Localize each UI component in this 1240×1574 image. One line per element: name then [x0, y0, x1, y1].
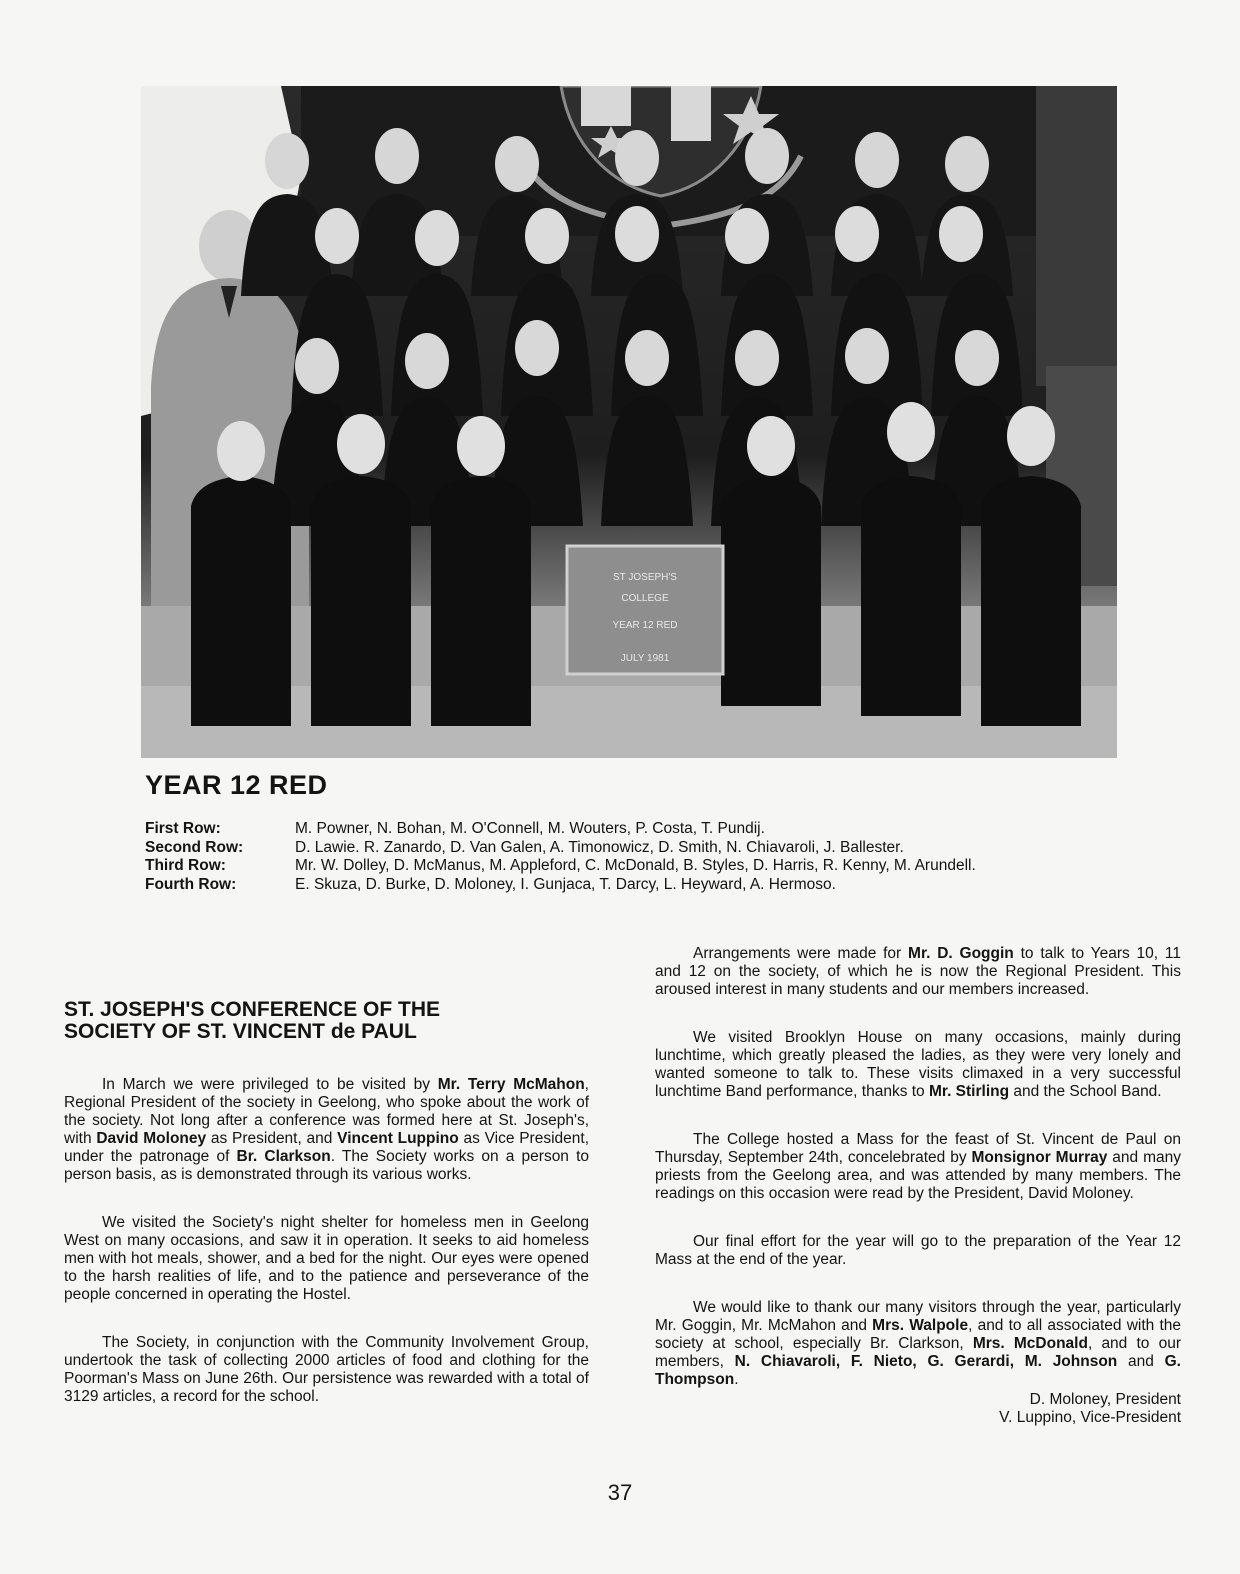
caption-row-names: M. Powner, N. Bohan, M. O'Connell, M. Wouters, P. Costa, T. Pundij. — [295, 820, 765, 837]
plaque-line-3: YEAR 12 RED — [612, 620, 678, 631]
caption-row-label: Third Row: — [145, 857, 226, 874]
signature-president: D. Moloney, President — [1029, 1391, 1181, 1408]
caption-row — [145, 857, 1145, 876]
caption-row — [145, 839, 1145, 858]
article-title-line-1: ST. JOSEPH'S CONFERENCE OF THE — [64, 998, 441, 1021]
paragraph: We visited Brooklyn House on many occasions, mainly during lunchtime, which greatly pleased the ladies, as they were very lonely and wanted someone to talk to. These visits climaxed in a very successful lunchtime Band performance, thanks to Mr. Stirling and the School Band. — [655, 1029, 1181, 1100]
group-photo-illustration — [141, 86, 1117, 758]
plaque-line-1: ST JOSEPH'S — [613, 572, 677, 583]
photo-caption-title: YEAR 12 RED — [145, 770, 328, 800]
plaque-line-4: JULY 1981 — [620, 653, 670, 664]
caption-row — [145, 876, 1145, 895]
caption-row-names: E. Skuza, D. Burke, D. Moloney, I. Gunjaca, T. Darcy, L. Heyward, A. Hermoso. — [295, 875, 836, 893]
article-left-column — [64, 1076, 589, 1436]
caption-row-label: First Row: — [145, 820, 221, 837]
caption-row-label: Second Row: — [145, 838, 244, 856]
paragraph: The College hosted a Mass for the feast of St. Vincent de Paul on Thursday, September 24th, concelebrated by Monsignor Murray and many priests from the Geelong area, and was attended by many members. The readings on this occasion were read by the President, David Moloney. — [655, 1131, 1182, 1202]
caption-row-names: Mr. W. Dolley, D. McManus, M. Appleford, C. McDonald, B. Styles, D. Harris, R. Kenny, M. Arundell. — [295, 857, 976, 874]
group-photo — [141, 86, 1117, 758]
paragraph: Our final effort for the year will go to the preparation of the Year 12 Mass at the end of the year. — [655, 1233, 1181, 1268]
article-right-column — [655, 945, 1181, 1427]
paragraph: The Society, in conjunction with the Community Involvement Group, undertook the task of collecting 2000 articles of food and clothing for the Poorman's Mass on June 26th. Our persistence was rewarded with a total of 3129 articles, a record for the school. — [64, 1334, 589, 1405]
paragraph: In March we were privileged to be visited by Mr. Terry McMahon, Regional President of the society in Geelong, who spoke about the work of the society. Not long after a conference was formed here at St. Joseph's, with David Moloney as President, and Vincent Luppino as Vice President, under the patronage of Br. Clarkson. The Society works on a person to person basis, as is demonstrated through its various works. — [64, 1076, 590, 1183]
page-number: 37 — [607, 1480, 633, 1505]
caption-row-names: D. Lawie. R. Zanardo, D. Van Galen, A. Timonowicz, D. Smith, N. Chiavaroli, J. Ballester. — [295, 838, 904, 856]
caption-row — [145, 820, 1145, 839]
plaque-line-2: COLLEGE — [621, 593, 669, 604]
paragraph: We would like to thank our many visitors through the year, particularly Mr. Goggin, Mr. McMahon and Mrs. Walpole, and to all associated with the society at school, especially Br. Clarkson, Mrs. McDonald, and to our members, N. Chiavaroli, F. Nieto, G. Gerardi, M. Johnson and G. Thompson. — [655, 1299, 1181, 1388]
article-title — [64, 999, 624, 1043]
paragraph: We visited the Society's night shelter for homeless men in Geelong West on many occasions, and saw it in operation. It seeks to aid homeless men with hot meals, shower, and a bed for the night. Our eyes were opened to the harsh realities of life, and to the patience and perseverance of the people concerned in operating the Hostel. — [64, 1214, 589, 1303]
paragraph: Arrangements were made for Mr. D. Goggin to talk to Years 10, 11 and 12 on the society, of which he is now the Regional President. This aroused interest in many students and our members increased. — [655, 945, 1181, 998]
signature-vice-president: V. Luppino, Vice-President — [999, 1409, 1181, 1426]
caption-row-label: Fourth Row: — [145, 875, 237, 893]
photo-caption-rows — [145, 820, 1145, 894]
article-title-line-2: SOCIETY OF ST. VINCENT de PAUL — [64, 1020, 417, 1043]
